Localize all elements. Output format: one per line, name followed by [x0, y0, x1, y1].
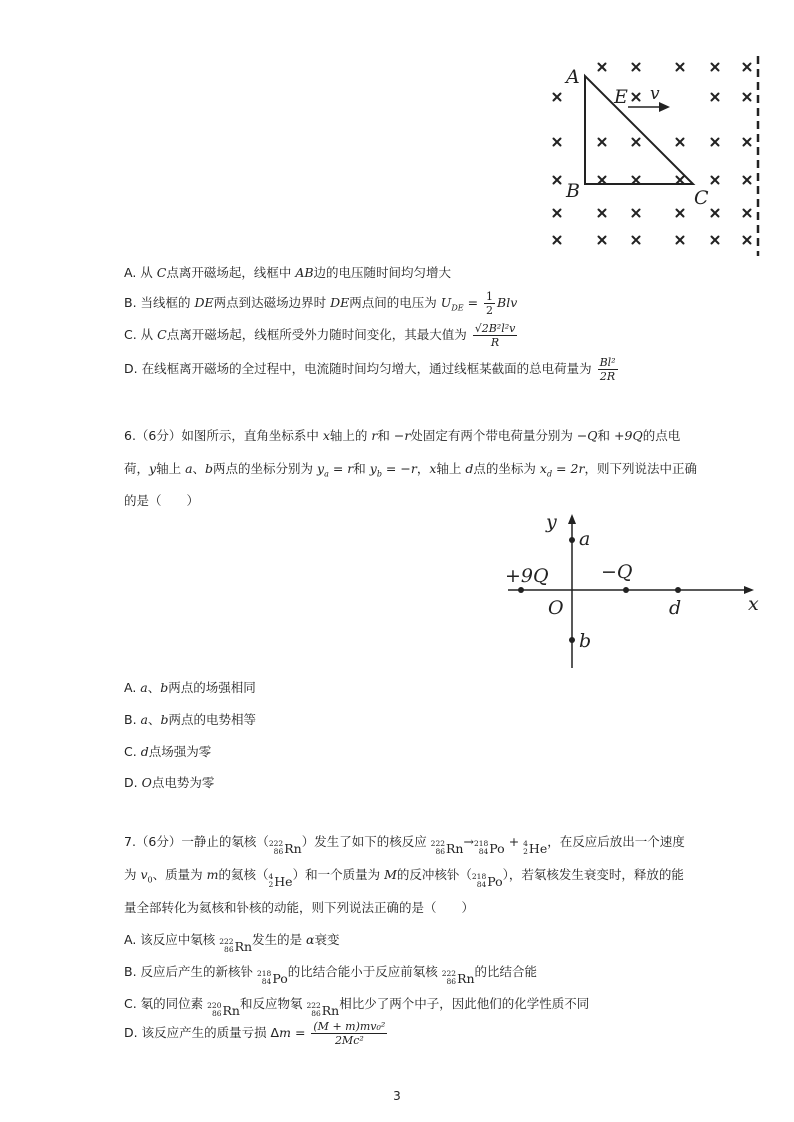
q5-option-b[interactable]: B. 当线框的 DE两点到达磁场边界时 DE两点间的电压为 $U_{DE}$ = $\frac{1}{2}$ Blv [124, 290, 518, 317]
q7-stem-line-3: 量全部转化为氦核和钋核的动能，则下列说法正确的是（ ） [124, 900, 475, 915]
q6-stem-line-1: 6.（6分）如图所示，直角坐标系中 x轴上的 r和 −r处固定有两个带电荷量分别为 −Q和 +9Q的点电 [124, 428, 681, 443]
page-number: 3 [393, 1089, 401, 1103]
triangle-frame [585, 76, 693, 184]
q7-option-d[interactable]: D. 该反应产生的质量亏损 Δm = $\frac{\text{(M + m)mv₀²}}{\text{2Mc²}}$ [124, 1020, 386, 1047]
label-C: C [694, 187, 709, 209]
point-d [675, 587, 681, 593]
q6-option-a[interactable]: A. a、b两点的场强相同 [124, 680, 256, 695]
label-y: y [546, 511, 557, 533]
q6-option-b[interactable]: B. a、b两点的电势相等 [124, 712, 257, 727]
fraction: $\frac{\text{Bl²}}{2R}$ [599, 356, 616, 383]
point-minusQ [623, 587, 629, 593]
q6-option-c[interactable]: C. d点场强为零 [124, 744, 212, 759]
q6-stem-line-3: 的是（ ） [124, 493, 200, 508]
q6-option-d[interactable]: D. O点电势为零 [124, 775, 215, 790]
fraction: $\frac{\text{(M + m)mv₀²}}{\text{2Mc²}}$ [313, 1020, 386, 1047]
label-x: x [748, 593, 759, 615]
velocity-arrowhead [659, 102, 670, 112]
q5-option-c[interactable]: C. 从 C点离开磁场起，线框所受外力随时间变化，其最大值为 $\frac{\text{√2B²l²v}}{R}$ [124, 322, 516, 349]
q5-option-d[interactable]: D. 在线框离开磁场的全过程中，电流随时间均匀增大，通过线框某截面的总电荷量为 $\frac{\text{Bl²}}{2R}$ [124, 356, 616, 383]
coordinate-figure [500, 510, 770, 670]
label-b: b [579, 630, 592, 652]
label-v: v [650, 84, 660, 104]
point-plus9Q [518, 587, 524, 593]
point-b [569, 637, 575, 643]
q7-option-c[interactable]: C. 氡的同位素 220 86 Rn 和反应物氡 222 86 Rn 相比少了两个中子，因此他们的化学性质不同 [124, 996, 590, 1018]
label-B: B [566, 180, 580, 202]
q5-option-a[interactable]: A. 从 C点离开磁场起，线框中 AB边的电压随时间均匀增大 [124, 265, 452, 280]
label-plus9Q: +9Q [505, 565, 549, 587]
label-a: a [579, 528, 591, 550]
label-O: O [548, 597, 564, 619]
label-A: A [566, 66, 580, 88]
label-minusQ: −Q [601, 561, 633, 583]
q7-option-a[interactable]: A. 该反应中氡核 222 86 Rn 发生的是 α衰变 [124, 932, 340, 954]
q7-stem-line-1: 7.（6分）一静止的氡核（ 222 86 Rn ）发生了如下的核反应 222 86 Rn → 218 84 Po + 4 2 He ，在反应后放出一个速度 [124, 834, 685, 856]
q6-stem-line-2: 荷，y轴上 a、b两点的坐标分别为 $y_a = r$和 $y_b = -r$，x轴上 d点的坐标为 $x_d = 2r$，则下列说法中正确 [124, 461, 697, 479]
label-d: d [669, 597, 682, 619]
fraction: $\frac{1}{2}$ [486, 290, 494, 317]
q7-stem-line-2: 为 $v_0$、质量为 m的氦核（ 4 2 He ）和一个质量为 M的反冲核钋（ 218 84 Po ），若氡核发生衰变时，释放的能 [124, 867, 684, 889]
fraction: $\frac{\text{√2B²l²v}}{R}$ [474, 322, 516, 349]
point-a [569, 537, 575, 543]
magnetic-field-figure [540, 52, 770, 257]
q7-option-b[interactable]: B. 反应后产生的新核钋 218 84 Po 的比结合能小于反应前氡核 222 86 Rn 的比结合能 [124, 964, 538, 986]
label-E: E [614, 86, 628, 108]
y-axis-arrowhead [568, 514, 576, 524]
